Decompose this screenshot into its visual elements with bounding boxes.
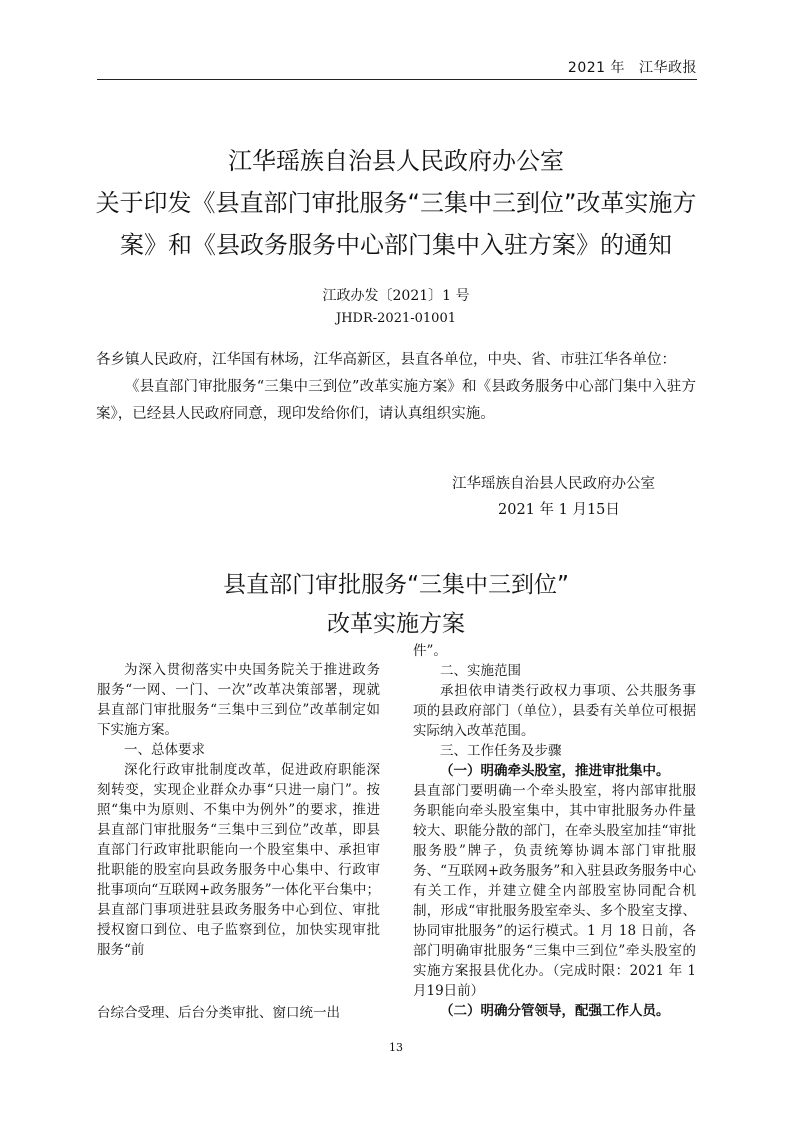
section-paragraph: 深化行政审批制度改革，促进政府职能深刻转变，实现企业群众办事“只进一扇门”。按照“集中为原则、不集中为例外”的要求，推进县直部门审批服务“三集中三到位”改革，即县直部门行政审批职能向一个股室集中、承担审批职能的股室向县政务服务中心集中、行政审批事项向“互联网+政务服务”一体化平台集中；县直部门事项进驻县政务服务中心到位、审批授权窗口到位、电子监察到位，加快实现审批服务“前 xyxy=(97,762,380,958)
addressee: 各乡镇人民政府，江华国有林场，江华高新区，县直各单位，中央、省、市驻江华各单位： xyxy=(96,352,676,368)
document-number: 江政办发〔2021〕1 号 xyxy=(322,288,470,304)
signature-organization: 江华瑶族自治县人民政府办公室 xyxy=(452,476,655,492)
signature-date: 2021 年 1 月15日 xyxy=(498,502,620,518)
subsection-paragraph: 县直部门要明确一个牵头股室，将内部审批服务职能向牵头股室集中，其中审批服务办件量较大、职能分散的部门，在牵头股室加挂“审批服务股”牌子，负责统筹协调本部门审批服务、“互联网+政务服务”和入驻县政务服务中心有关工作，并建立健全内部股室协同配合机制，形成“审批服务股室牵头、多个股室支撑、协同审批服务”的运行模式。1 月 18 日前，各部门明确审批服务“三集中三到位”牵头股室的实施方案报县优化办。（完成时限：2021 年 1 月19日前） xyxy=(413,783,696,999)
notice-title-line: 关于印发《县直部门审批服务“三集中三到位”改革实施方 xyxy=(95,189,697,217)
running-header xyxy=(568,57,697,77)
section-paragraph: 承担依申请类行政权力事项、公共服务事项的县政府部门（单位），县委有关单位可根据实际纳入改革范围。 xyxy=(413,683,696,739)
left-column xyxy=(97,660,380,960)
section-heading: 二、实施范围 xyxy=(440,663,521,679)
continuation-text: 件”。 xyxy=(413,643,447,659)
subsection-heading: （一）明确牵头股室，推进审批集中。 xyxy=(440,763,670,779)
left-column-tail: 台综合受理、后台分类审批、窗口统一出 xyxy=(97,1005,340,1021)
page-number: 13 xyxy=(389,1041,403,1054)
header-divider xyxy=(97,79,697,80)
plan-title-line: 改革实施方案 xyxy=(327,611,465,637)
intro-paragraph: 为深入贯彻落实中央国务院关于推进政务服务“一网、一门、一次”改革决策部署，现就县直部门审批服务“三集中三到位”改革制定如下实施方案。 xyxy=(97,662,380,738)
document-code: JHDR-2021-01001 xyxy=(336,311,456,326)
header-year: 2021 年 xyxy=(567,60,625,76)
notice-body: 《县直部门审批服务“三集中三到位”改革实施方案》和《县政务服务中心部门集中入驻方案》，已经县人民政府同意，现印发给你们，请认真组织实施。 xyxy=(96,379,696,422)
notice-title-line: 案》和《县政务服务中心部门集中入驻方案》的通知 xyxy=(120,231,672,259)
section-heading: 三、工作任务及步骤 xyxy=(440,743,562,759)
subsection-heading: （二）明确分管领导，配强工作人员。 xyxy=(440,1003,670,1019)
plan-title-line: 县直部门审批服务“三集中三到位” xyxy=(223,572,569,598)
notice-title-line: 江华瑶族自治县人民政府办公室 xyxy=(228,147,564,175)
right-column xyxy=(413,641,696,1021)
header-publication: 江华政报 xyxy=(639,60,697,76)
notice-title xyxy=(80,140,712,266)
section-heading: 一、总体要求 xyxy=(124,742,205,758)
